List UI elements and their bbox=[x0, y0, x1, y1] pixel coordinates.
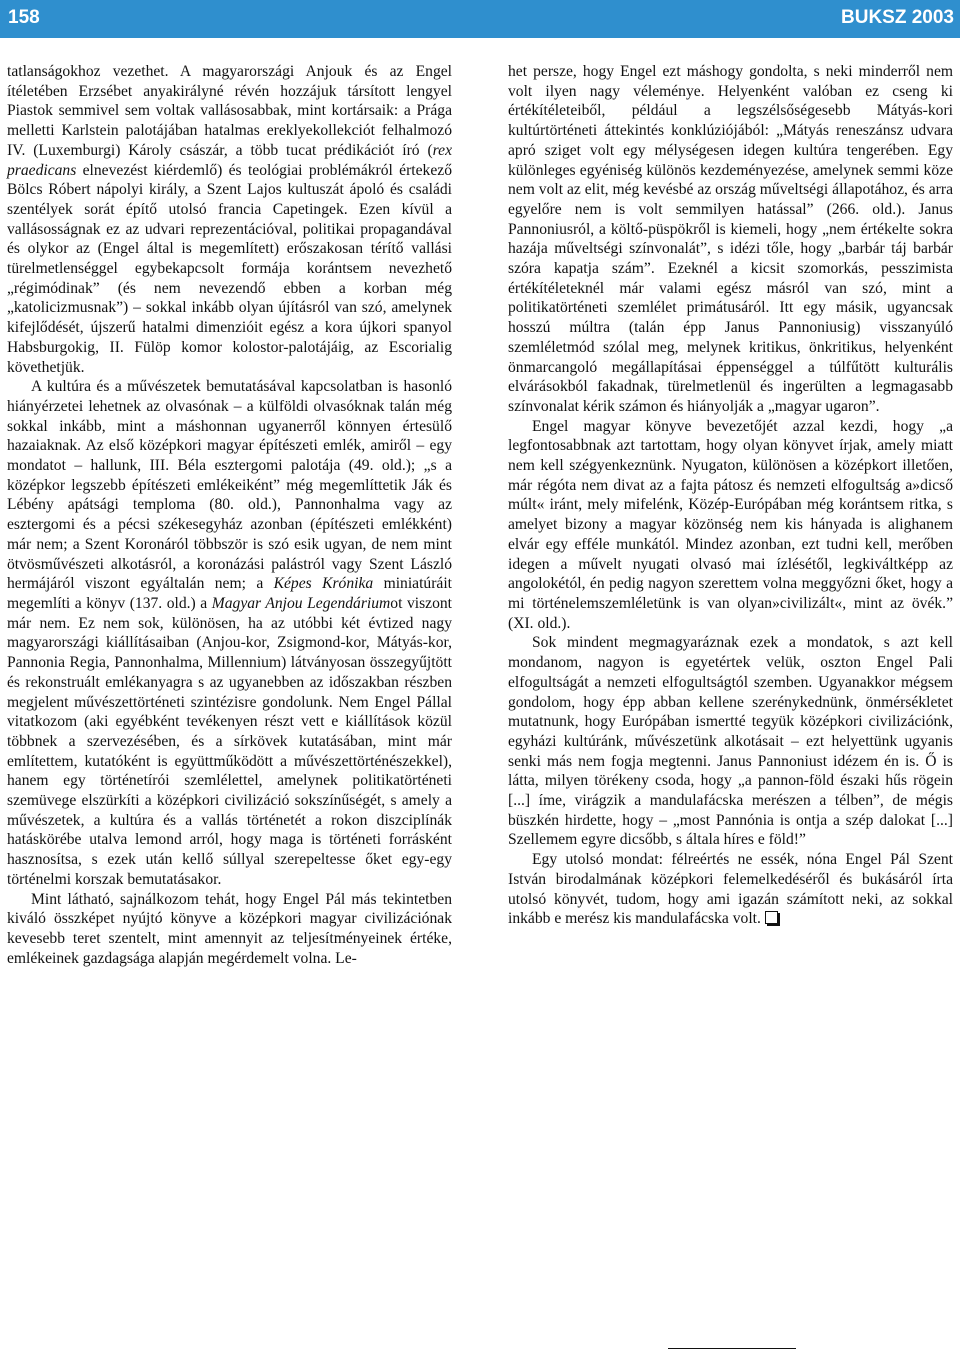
left-paragraph-3: Mint látható, sajnálkozom tehát, hogy Engel Pál más tekintetben kiváló összképet nyújtó könyve a középkori magyar civilizációnak kevesebb teret szentelt, mint amennyit az teljesítményeinek értéke, emlékeinek gazdagsága alapján megérdemelt volna. Le- bbox=[7, 890, 452, 967]
right-paragraph-2: Engel magyar könyve bevezetőjét azzal kezdi, hogy „a legfontosabbnak azt tartottam, hogy olyan könyvet írjak, amely miatt nem kell szégyenkeznünk. Nyugaton, különösen a középkort illetően, már régóta nem divat az a fajta pátosz és nemzeti elfogultság a»dicső múlt« iránt, mely mifelénk, Közép-Európában még korántsem ritka, s amelyet bizony a magyar közönség nem kis hányada is alighanem elvár egy efféle munkától. Mindez azonban, ezt tudni kell, merőben idegen a művelt nyugati olvasó mai ízlésétől, legkiváltképp az angolokétól, én pedig nagyon szerettem volna meggyőzni őket, hogy a mi történelemszemléletünk is van olyan»civilizált«, mint az övék.” (XI. old.). bbox=[508, 417, 953, 632]
text-run: elnevezést kiérdemlő) és teológiai problémákról értekező Bölcs Róbert nápolyi király, a Szent Lajos kultuszát ápoló és családi szentélyek sorát építő utolsó francia Capetingek. Ezen kívül a vallásosságnak ez az udvari reprezentációval, politikai propagandával és olykor az (Engel által is megemlített) erőszakosan térítő vallási türelmetlenséggel egybekapcsolt formája korántsem nevezhető „régimódinak” (és nem nevezendő ebben a korban még „katolicizmusnak”) – sokkal inkább olyan újításról van szó, amelynek kifejlődését, újszerű hatalmi dimenzióit egész a kora újkori spanyol Habsburgokig, II. Fülöp komor kolostor-palotájáig, az Escorialig követhetjük. bbox=[7, 161, 452, 376]
text-run: tatlanságokhoz vezethet. A magyarországi Anjouk és az Engel ítéletében Erzsébet anyakirályné révén hozzájuk társított lengyel Piastok semmivel sem voltak vallásosabbak, mint kortársaik: a Prága melletti Karlstein palotájában hatalmas ereklyekollekciót felhalmozó IV. (Luxemburgi) Károly császár, a több tucat prédikációt író ( bbox=[7, 63, 452, 159]
end-mark-icon bbox=[765, 911, 778, 924]
left-column bbox=[7, 62, 452, 968]
text-run: miniatúráit megemlíti a könyv (137. old.) a bbox=[7, 575, 452, 612]
journal-title: BUKSZ 2003 bbox=[841, 7, 954, 28]
text-run: A kultúra és a művészetek bemutatásával kapcsolatban is hasonló hiányérzetei lehetnek az olvasónak – a külföldi olvasóknak talán még sokkal inkább, mint a máshonnan ugyanerről könnyen értesülő hazaiaknak. Az első középkori magyar építészeti emlék, amiről – egy mondatot – hallunk, III. Béla esztergomi palotája (49. old.); „s a középkor legszebb építészeti emlékeiként” még megemlíttetik Ják és Lébény apátsági temploma (80. old.), Pannonhalma vagy az esztergomi és a pécsi székesegyház azonban (építészeti emlékként) már nem; a Szent Koronáról többször is szó esik ugyan, de nem mint ötvösművészeti alkotásról, a koronázási palástról vagy Szent László hermájáról viszont egyáltalán nem; a bbox=[7, 378, 452, 593]
text-run: Egy utolsó mondat: félreértés ne essék, nóna Engel Pál Szent István birodalmának középkori felemelkedéséről és bukásáról írta utolsó könyvét, tudom, hogy ami igazán számított neki, az sokkal inkább e merész kis mandulafácska volt. bbox=[508, 851, 953, 928]
text-run: ot viszont már nem. Ez nem sok, különösen, ha az utóbbi két évtized nagy magyarországi kiállításaiban (Anjou-kor, Zsigmond-kor, Mátyás-kor, Pannonia Regia, Pannonhalma, Millennium) látványosan összegyűjtött és rekonstruált emlékanyagra s az ugyanebben az időszakban részben megjelent művészettörténeti szintézisre gondolunk. Nem Engel Pállal vitatkozom (aki egyébként tevékenyen részt vett e kiállítások közül többnek a szervezésében, és a sírkövek kutatásában, mint már említettem, kutatóként is együttműködött a művészettörténészekkel), hanem egy történetírói szemlélettel, amelynek politikatörténeti szemüvege elszürkíti a középkori civilizáció sokszínűségét, s amely a művészetek, a kultúra és a vallás történetét a rokon diszciplínák hatáskörébe utalva lemond arról, hogy maga is történeti forrásként hasznosítsa, s ezek után kellő súllyal szerepeltesse őket egy-egy történelmi korszak bemutatásakor. bbox=[7, 594, 453, 888]
right-column bbox=[508, 62, 953, 929]
right-paragraph-1: het persze, hogy Engel ezt máshogy gondolta, s neki minderről nem volt ilyen nagy véleménye. Helyenként valóban ez cseng ki értékítéleteiből, például a legszélsőségesebb Mátyás-kori kultúrtörténeti áttekintés konklúziójából: „Mátyás reneszánsz udvara apró sziget volt egy mélységesen idegen kultúra tengerében. Egy különleges egyéniség különös kezdeményezése, amelynek semmi köze nem volt az elit, még kevésbé az ország műveltségi állapotához, és arra egyelőre nem is volt semmilyen hatással” (266. old.). Janus Pannoniusról, a költő-püspökről is kiemeli, hogy „nem értékelte sokra hazája műveltségi színvonalát”, s idézi tőle, hogy „barbár táj barbár szóra kapatja szám”. Ezeknél a kicsit szomorkás, pesszimista értékítéleteknél már valami egész másról van szó, mint a politikatörténeti szemlélet primátusáról. Itt egy másik, ugyancsak hosszú múltra (talán épp Janus Pannoniusig) visszanyúló szemléletmód szólal meg, melynek kritikus, önkritikus, helyenként önmarcangoló megállapításai éppenséggel a túlfűtött kulturális elvárásokból fakadnak, türelmetlenül és ingerülten a legmagasabb színvonalat kérik számon és hiányolják a „magyar ugaron”. bbox=[508, 63, 953, 415]
italic-latin-term: rex praedicans bbox=[7, 141, 452, 179]
italic-title-legendarium: Magyar Anjou Legendárium bbox=[211, 594, 391, 612]
left-paragraph-2 bbox=[7, 377, 452, 889]
right-paragraph-4 bbox=[508, 850, 953, 929]
footer-rule bbox=[668, 1348, 796, 1349]
left-paragraph-1 bbox=[7, 62, 452, 377]
page-header bbox=[0, 0, 960, 38]
italic-title-kepes-kronika: Képes Krónika bbox=[273, 575, 374, 593]
page-number: 158 bbox=[8, 7, 40, 28]
right-paragraph-3: Sok mindent megmagyaráznak ezek a mondatok, s azt kell mondanom, nagyon is egyetértek velük, oszton Engel Pali elfogultságát a nemzeti elfogultságtól szemben. Ugyanakkor mégsem gondolom, hogy épp abban kellene szerénykednünk, önmérsékletet mutatnunk, hogy Európában ismertté tegyük középkori civilizációnk, egyházi kultúránk, művészetünk alkotásait – ezt helyettünk ugyanis senki más nem fogja megtenni. Janus Pannoniust idézem én is. Ő is látta, milyen törékeny csoda, hogy „a pannon-föld északi hűs rögein [...] íme, virágzik a mandulafácska merészen a télben”, de mégis büszkén hirdette, hogy – „most Pannónia is ontja a szép dalokat [...] Szellemem egyre dicsőbb, s általa híres e föld!” bbox=[508, 634, 953, 849]
